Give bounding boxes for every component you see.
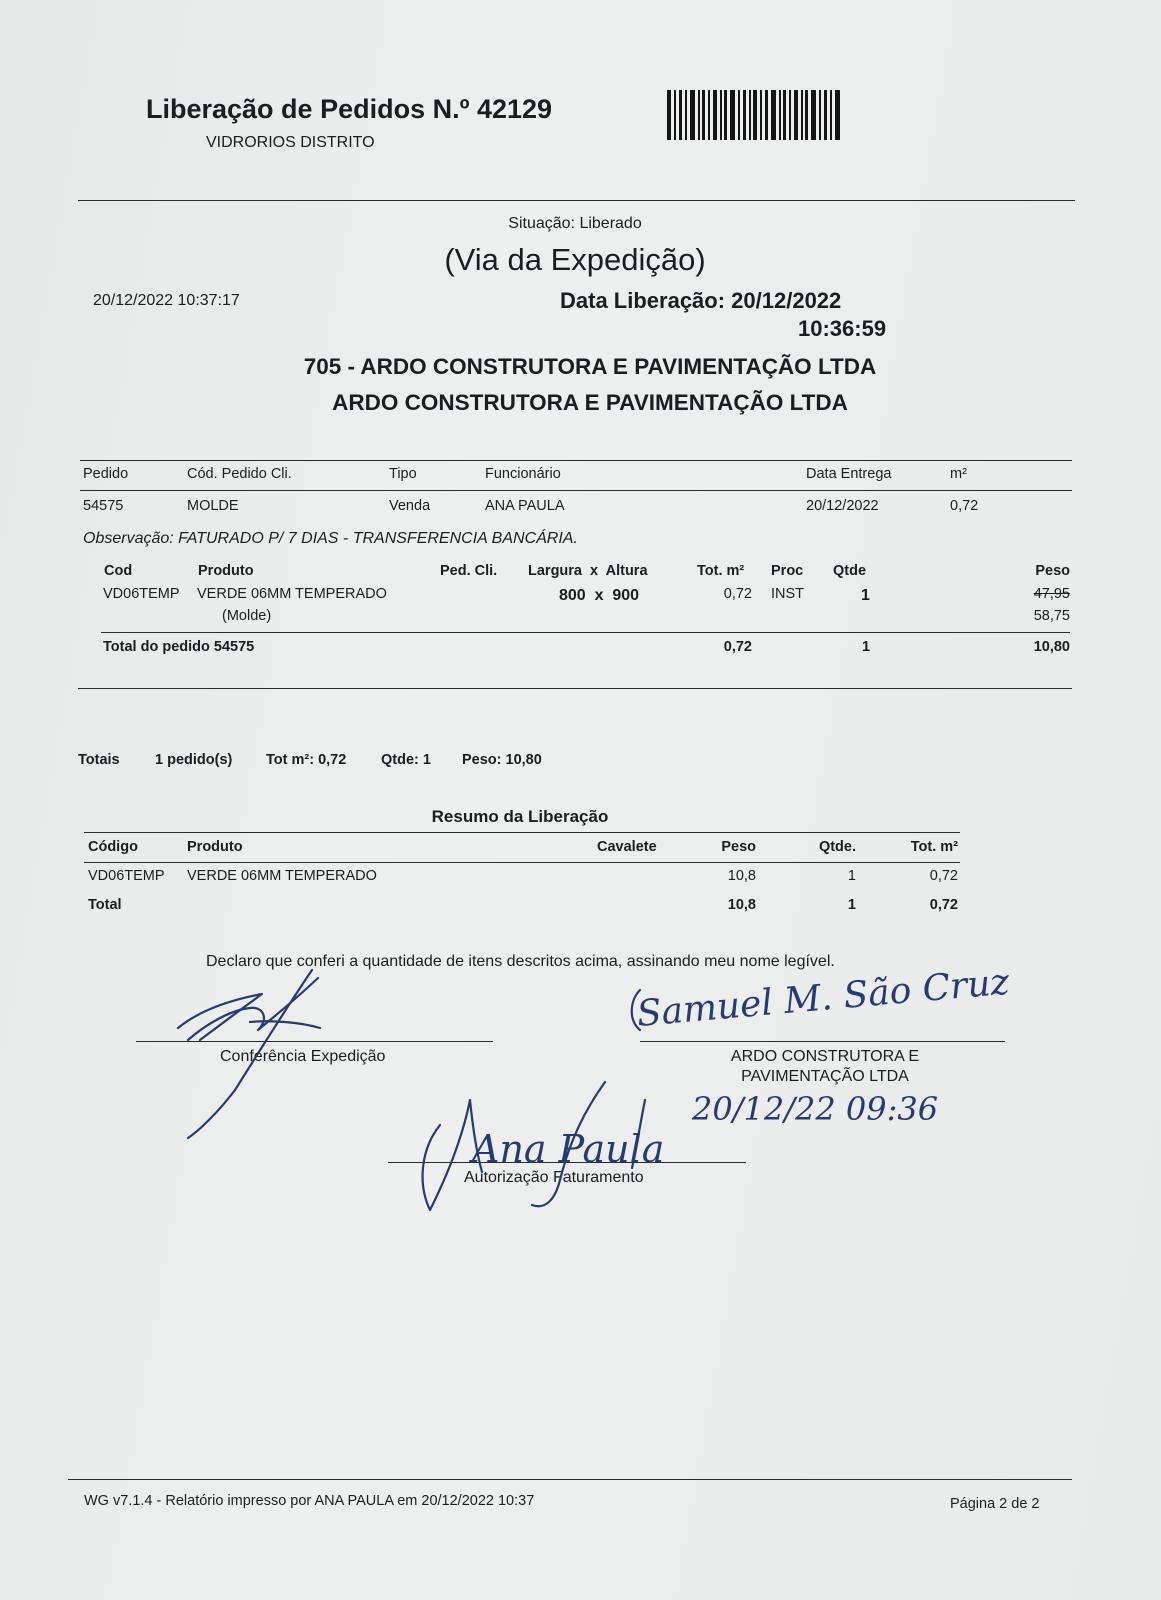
item-tot-m2: 0,72 bbox=[723, 586, 752, 602]
printed-datetime: 20/12/2022 10:37:17 bbox=[93, 292, 240, 309]
client-name-line1: 705 - ARDO CONSTRUTORA E PAVIMENTAÇÃO LTDA bbox=[303, 354, 877, 379]
document-title: Liberação de Pedidos N.º 42129 bbox=[146, 94, 553, 124]
declaration-text: Declaro que conferi a quantidade de itens descritos acima, assinando meu nome legível. bbox=[206, 953, 835, 970]
order-data-entrega: 20/12/2022 bbox=[806, 498, 879, 514]
order-observation: Observação: FATURADO P/ 7 DIAS - TRANSFERENCIA BANCÁRIA. bbox=[83, 530, 578, 547]
order-header-cod: Cód. Pedido Cli. bbox=[187, 466, 292, 482]
order-tipo: Venda bbox=[389, 498, 431, 514]
summary-total-label: Total bbox=[88, 897, 122, 913]
conferencia-label: Conferência Expedição bbox=[220, 1048, 386, 1065]
order-header-data-entrega: Data Entrega bbox=[806, 466, 892, 482]
summary-total-tot-m2: 0,72 bbox=[929, 897, 958, 913]
order-total-label: Total do pedido 54575 bbox=[103, 639, 255, 655]
order-funcionario: ANA PAULA bbox=[485, 498, 565, 514]
item-header-proc: Proc bbox=[771, 563, 804, 579]
item-header-produto: Produto bbox=[198, 563, 254, 579]
client-name-line2: ARDO CONSTRUTORA E PAVIMENTAÇÃO LTDA bbox=[332, 390, 848, 415]
autorizacao-signature-ink bbox=[423, 1082, 665, 1210]
summary-peso: 10,8 bbox=[727, 868, 756, 884]
summary-title: Resumo da Liberação bbox=[431, 807, 609, 826]
item-proc: INST bbox=[771, 586, 805, 602]
summary-header-codigo: Código bbox=[88, 839, 138, 855]
item-peso-new: 58,75 bbox=[1033, 608, 1070, 624]
item-header-tot-m2: Tot. m² bbox=[697, 563, 745, 579]
company-name: VIDRORIOS DISTRITO bbox=[206, 134, 375, 151]
client-signature-ink bbox=[632, 961, 1012, 1034]
order-header-m2: m² bbox=[950, 466, 967, 482]
autorizacao-signature-text: Ana Paula bbox=[472, 1127, 665, 1171]
summary-header-peso: Peso bbox=[721, 839, 756, 855]
item-header-peso: Peso bbox=[1035, 563, 1070, 579]
summary-codigo: VD06TEMP bbox=[88, 868, 165, 884]
item-peso-struck: 47,95 bbox=[1033, 586, 1070, 602]
summary-header-produto: Produto bbox=[187, 839, 243, 855]
order-m2: 0,72 bbox=[950, 498, 979, 514]
order-header-funcionario: Funcionário bbox=[485, 466, 561, 482]
summary-header-cavalete: Cavalete bbox=[597, 839, 657, 855]
client-signature-text: Samuel M. São Cruz bbox=[635, 961, 1011, 1035]
summary-produto: VERDE 06MM TEMPERADO bbox=[187, 868, 377, 884]
totals-label: Totais bbox=[78, 752, 120, 768]
handwritten-date: 20/12/22 09:36 bbox=[692, 1090, 939, 1128]
footer-rule bbox=[68, 1479, 1072, 1480]
client-signature-name-line2: PAVIMENTAÇÃO LTDA bbox=[741, 1068, 909, 1085]
order-pedido: 54575 bbox=[83, 498, 124, 514]
summary-qtde: 1 bbox=[847, 868, 856, 884]
totals-pedidos: 1 pedido(s) bbox=[155, 752, 233, 768]
status-label: Situação: Liberado bbox=[508, 215, 642, 232]
summary-header-tot-m2: Tot. m² bbox=[910, 839, 958, 855]
totals-tot-m2: Tot m²: 0,72 bbox=[266, 752, 347, 768]
release-date: Data Liberação: 20/12/2022 bbox=[560, 288, 842, 313]
order-total-peso: 10,80 bbox=[1033, 639, 1070, 655]
order-header-pedido: Pedido bbox=[83, 466, 129, 482]
order-cod-pedido: MOLDE bbox=[187, 498, 239, 514]
conferencia-signature-ink bbox=[178, 970, 320, 1138]
order-header-tipo: Tipo bbox=[389, 466, 417, 482]
via-label: (Via da Expedição) bbox=[444, 242, 706, 277]
item-cod: VD06TEMP bbox=[103, 586, 180, 602]
item-header-largura-altura: Largura x Altura bbox=[528, 563, 648, 579]
item-produto-sub: (Molde) bbox=[222, 608, 272, 624]
item-header-ped-cli: Ped. Cli. bbox=[440, 563, 498, 579]
footer-page-number: Página 2 de 2 bbox=[950, 1496, 1040, 1512]
release-time: 10:36:59 bbox=[798, 316, 887, 341]
summary-total-peso: 10,8 bbox=[727, 897, 756, 913]
totals-peso: Peso: 10,80 bbox=[462, 752, 542, 768]
item-produto: VERDE 06MM TEMPERADO bbox=[197, 586, 387, 602]
order-total-qtde: 1 bbox=[862, 639, 871, 655]
autorizacao-label: Autorização Faturamento bbox=[464, 1169, 644, 1186]
summary-tot-m2: 0,72 bbox=[929, 868, 958, 884]
item-qtde: 1 bbox=[861, 587, 870, 604]
order-total-m2: 0,72 bbox=[723, 639, 752, 655]
footer-report-info: WG v7.1.4 - Relatório impresso por ANA PAULA em 20/12/2022 10:37 bbox=[84, 1493, 535, 1509]
summary-total-qtde: 1 bbox=[847, 897, 856, 913]
item-header-qtde: Qtde bbox=[833, 563, 867, 579]
summary-header-qtde: Qtde. bbox=[818, 839, 856, 855]
item-header-cod: Cod bbox=[104, 563, 133, 579]
client-signature-name-line1: ARDO CONSTRUTORA E bbox=[730, 1048, 920, 1065]
totals-qtde: Qtde: 1 bbox=[381, 752, 431, 768]
item-dimensions: 800 x 900 bbox=[559, 587, 640, 604]
